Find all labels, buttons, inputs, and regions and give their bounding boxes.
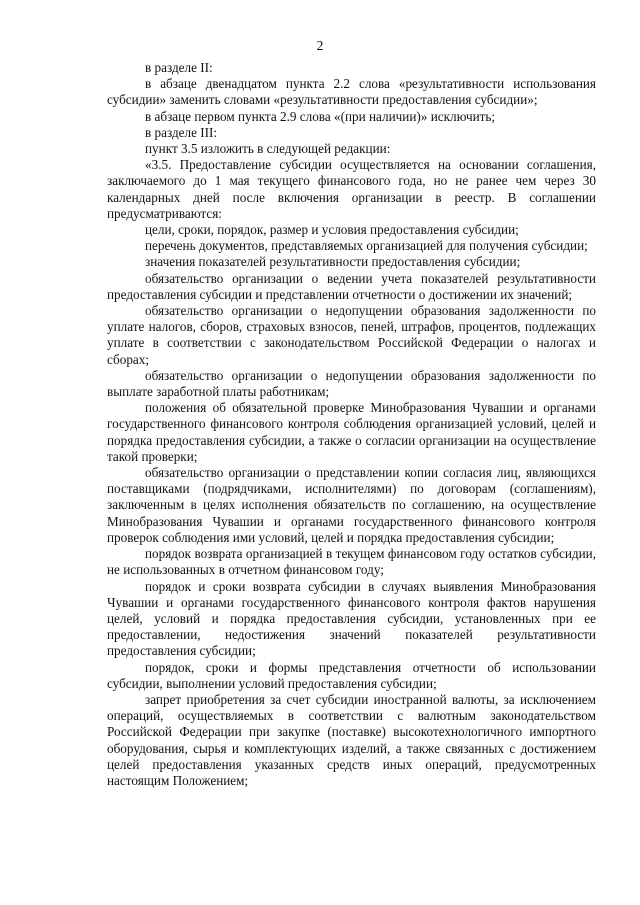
paragraph-point-3-5: «3.5. Предоставление субсидии осуществляется на основании соглашения, заключаемого до 1 мая текущего финансового года, но не ранее чем через 30 календарных дней после включения организации в реестр. В соглашении предусматриваются:: [107, 157, 596, 221]
paragraph-section-2: в разделе II:: [145, 60, 213, 75]
paragraph-documents: перечень документов, представляемых организацией для получения субсидии;: [145, 238, 588, 254]
paragraph-wage-debt: обязательство организации о недопущении образования задолженности по выплате заработной платы работникам;: [107, 367, 596, 400]
paragraph-reporting: порядок, сроки и формы представления отчетности об использовании субсидии, выполнении условий предоставления субсидии;: [107, 659, 596, 691]
paragraph-indicators: значения показателей результативности предоставления субсидии;: [145, 254, 521, 270]
paragraph-goals: цели, сроки, порядок, размер и условия предоставления субсидии;: [145, 222, 519, 238]
paragraph-inspection: положения об обязательной проверке Минобразования Чувашии и органами государственного финансового контроля соблюдения организацией условий, целей и порядка предоставления субсидии, а также о согласии организации на осуществление такой проверки;: [107, 400, 596, 464]
paragraph-point-3-5-intro: пункт 3.5 изложить в следующей редакции:: [145, 141, 391, 157]
paragraph-currency-ban: запрет приобретения за счет субсидии иностранной валюты, за исключением операций, осуществляемых в соответствии с валютным законодательством Российской Федерации при закупке (поставке) высокотехнологичного импортного оборудования, сырья и комплектующих изделий, а также связанных с достижением целей предоставления указанных средств иных операций, предусмотренных настоящим Положением;: [107, 691, 596, 788]
page-number: 2: [316, 38, 324, 53]
paragraph-subsidy-return: порядок и сроки возврата субсидии в случаях выявления Минобразования Чувашии и органами государственного финансового контроля фактов нарушения целей, условий и порядка предоставления субсидии, установленных при ее предоставлении, недостижения значений показателей результативности предоставления субсидии;: [107, 578, 596, 659]
document-body: [107, 60, 596, 789]
paragraph-section-3: в разделе III:: [145, 124, 218, 140]
paragraph-supplier-consent: обязательство организации о представлении копии согласия лиц, являющихся поставщиками (подрядчиками, исполнителями) по договорам (соглашениям), заключенным в целях исполнения обязательств по соглашению, на осуществление Минобразования Чувашии и органами государственного финансового контроля проверок соблюдения ими условий, целей и порядка предоставления субсидии;: [107, 465, 596, 545]
paragraph-point-2-2: в абзаце двенадцатом пункта 2.2 слова «результативности использования субсидии» заменить словами «результативности предоставления субсидии»;: [107, 76, 596, 108]
paragraph-tax-debt: обязательство организации о недопущении образования задолженности по уплате налогов, сборов, страховых взносов, пеней, штрафов, процентов, подлежащих уплате в соответствии с законодательством Российской Федерации о налогах и сборах;: [107, 303, 596, 367]
paragraph-remainder-return: порядок возврата организацией в текущем финансовом году остатков субсидии, не использованных в отчетном финансовом году;: [107, 546, 596, 578]
paragraph-point-2-9: в абзаце первом пункта 2.9 слова «(при наличии)» исключить;: [145, 108, 496, 124]
paragraph-accounting: обязательство организации о ведении учета показателей результативности предоставления субсидии и представлении отчетности о достижении их значений;: [107, 270, 596, 302]
